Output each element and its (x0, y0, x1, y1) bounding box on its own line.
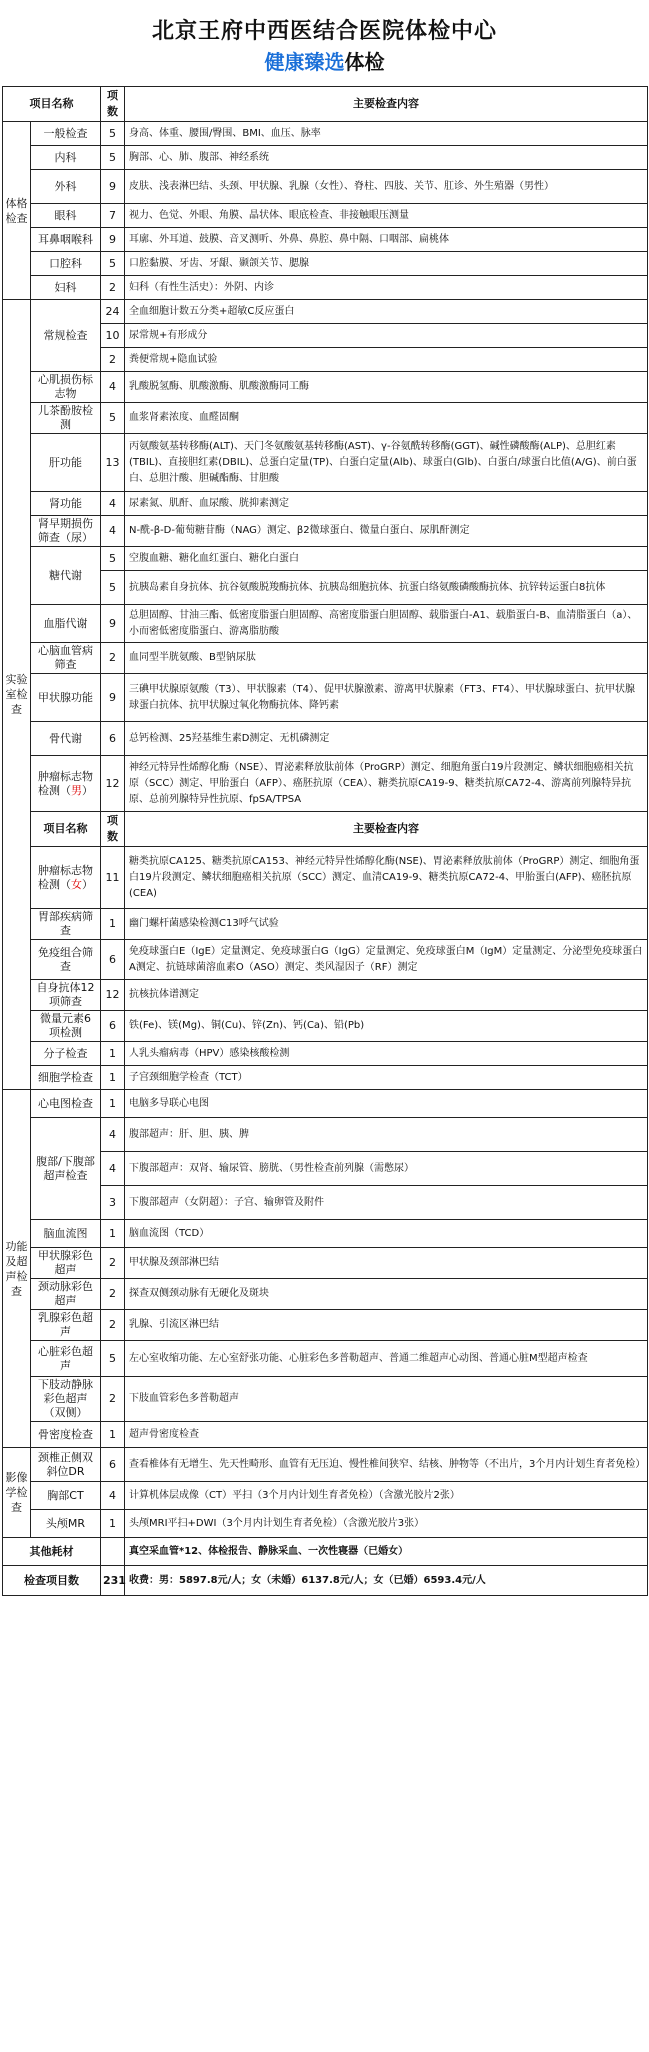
item-content: 胸部、心、肺、腹部、神经系统 (125, 146, 648, 170)
item-count: 5 (101, 571, 125, 605)
item-content: 乳腺、引流区淋巴结 (125, 1310, 648, 1341)
item-name: 眼科 (31, 204, 101, 228)
item-count: 13 (101, 434, 125, 492)
item-count: 5 (101, 547, 125, 571)
item-content: 计算机体层成像（CT）平扫（3个月内计划生育者免检）（含激光胶片2张） (125, 1482, 648, 1510)
item-count: 9 (101, 674, 125, 722)
item-content: 左心室收缩功能、左心室舒张功能、心脏彩色多普勒超声、普通二维超声心动图、普通心脏M型超声检查 (125, 1341, 648, 1377)
item-count: 12 (101, 980, 125, 1011)
table-row (3, 372, 648, 403)
table-row (3, 1248, 648, 1279)
item-count: 2 (101, 1279, 125, 1310)
item-name: 其他耗材 (3, 1538, 101, 1566)
total-label: 检查项目数 (3, 1566, 101, 1596)
table-row (3, 547, 648, 571)
item-content: 下腹部超声（女阴超）：子宫、输卵管及附件 (125, 1186, 648, 1220)
item-count: 5 (101, 252, 125, 276)
item-content: 子宫颈细胞学检查（TCT） (125, 1066, 648, 1090)
item-name: 骨代谢 (31, 722, 101, 756)
item-name: 儿茶酚胺检测 (31, 403, 101, 434)
item-count: 9 (101, 605, 125, 643)
table-row (3, 1011, 648, 1042)
item-count: 1 (101, 1090, 125, 1118)
item-count: 2 (101, 1248, 125, 1279)
item-name: 肾早期损伤筛查（尿） (31, 516, 101, 547)
item-count: 4 (101, 516, 125, 547)
table-row (3, 1341, 648, 1377)
item-content: 神经元特异性烯醇化酶（NSE）、胃泌素释放肽前体（ProGRP）测定、细胞角蛋白19片段测定、鳞状细胞癌相关抗原（SCC）测定、甲胎蛋白（AFP）、癌胚抗原（CEA）、糖类抗原CA19-9、糖类抗原CA72-4、游离前列腺特异抗原、总前列腺特异性抗原、fpSA/TPSA (125, 756, 648, 812)
item-name (31, 847, 101, 909)
page-header (0, 0, 649, 90)
item-content: 抗核抗体谱测定 (125, 980, 648, 1011)
item-count: 1 (101, 1510, 125, 1538)
item-count: 2 (101, 276, 125, 300)
item-content: 幽门螺杆菌感染检测C13呼气试验 (125, 909, 648, 940)
item-count: 10 (101, 324, 125, 348)
item-count: 1 (101, 1422, 125, 1448)
item-name: 骨密度检查 (31, 1422, 101, 1448)
item-content: 电脑多导联心电图 (125, 1090, 648, 1118)
column-header-content: 主要检查内容 (125, 87, 648, 122)
gender-label: 男 (71, 783, 82, 797)
table-row (3, 204, 648, 228)
table-row (3, 1482, 648, 1510)
table-row (3, 1310, 648, 1341)
table-row (3, 1090, 648, 1118)
item-content: 全血细胞计数五分类+超敏C反应蛋白 (125, 300, 648, 324)
item-name: 肾功能 (31, 492, 101, 516)
table-row (3, 403, 648, 434)
table-row (3, 1448, 648, 1482)
item-count: 4 (101, 372, 125, 403)
item-content: 头颅MRI平扫+DWI（3个月内计划生育者免检）（含激光胶片3张） (125, 1510, 648, 1538)
item-count: 9 (101, 170, 125, 204)
item-content: N-酰-β-D-葡萄糖苷酶（NAG）测定、β2微球蛋白、微量白蛋白、尿肌酐测定 (125, 516, 648, 547)
item-content: 超声骨密度检查 (125, 1422, 648, 1448)
tumor-label: 肿瘤标志物检测（ (38, 863, 93, 891)
table-row (3, 122, 648, 146)
item-count: 9 (101, 228, 125, 252)
item-content: 血浆肾素浓度、血醛固酮 (125, 403, 648, 434)
column-header-count: 项数 (101, 87, 125, 122)
item-content: 总胆固醇、甘油三酯、低密度脂蛋白胆固醇、高密度脂蛋白胆固醇、载脂蛋白-A1、载脂蛋白-B、血清脂蛋白（a）、小而密低密度脂蛋白、游离脂肪酸 (125, 605, 648, 643)
column-header-content: 主要检查内容 (125, 812, 648, 847)
item-name: 细胞学检查 (31, 1066, 101, 1090)
item-name: 血脂代谢 (31, 605, 101, 643)
table-row (3, 980, 648, 1011)
item-name: 心脑血管病筛查 (31, 643, 101, 674)
item-name: 胃部疾病筛查 (31, 909, 101, 940)
table-row (3, 252, 648, 276)
item-content: 探查双侧颈动脉有无硬化及斑块 (125, 1279, 648, 1310)
category-function: 功能及超声检查 (3, 1090, 31, 1448)
item-content: 耳廓、外耳道、鼓膜、音叉测听、外鼻、鼻腔、鼻中隔、口咽部、扁桃体 (125, 228, 648, 252)
item-count: 1 (101, 1066, 125, 1090)
item-name: 微量元素6项检测 (31, 1011, 101, 1042)
item-name: 甲状腺功能 (31, 674, 101, 722)
item-count: 6 (101, 940, 125, 980)
item-name: 外科 (31, 170, 101, 204)
table-row (3, 1279, 648, 1310)
item-content: 粪便常规+隐血试验 (125, 348, 648, 372)
table-row (3, 1220, 648, 1248)
item-content: 糖类抗原CA125、糖类抗原CA153、神经元特异性烯醇化酶(NSE)、胃泌素释放肽前体（ProGRP）测定、细胞角蛋白19片段测定、鳞状细胞癌相关抗原（SCC）测定、血清CA19-9、糖类抗原CA72-4、甲胎蛋白(AFP)、癌胚抗原(CEA) (125, 847, 648, 909)
item-name: 胸部CT (31, 1482, 101, 1510)
item-content: 人乳头瘤病毒（HPV）感染核酸检测 (125, 1042, 648, 1066)
item-name: 自身抗体12项筛查 (31, 980, 101, 1011)
item-content: 口腔黏膜、牙齿、牙龈、颞颌关节、腮腺 (125, 252, 648, 276)
column-header-name: 项目名称 (31, 812, 101, 847)
item-content: 抗胰岛素自身抗体、抗谷氨酸脱羧酶抗体、抗胰岛细胞抗体、抗蛋白络氨酸磷酸酶抗体、抗锌转运蛋白8抗体 (125, 571, 648, 605)
item-content: 尿常规+有形成分 (125, 324, 648, 348)
item-content: 视力、色觉、外眼、角膜、晶状体、眼底检查、非接触眼压测量 (125, 204, 648, 228)
table-row (3, 847, 648, 909)
table-row (3, 722, 648, 756)
page-subtitle (0, 46, 649, 75)
tumor-label: 肿瘤标志物检测（ (38, 769, 93, 797)
item-count: 2 (101, 348, 125, 372)
item-name: 颈椎正侧双斜位DR (31, 1448, 101, 1482)
total-row (3, 1566, 648, 1596)
item-count: 2 (101, 643, 125, 674)
exam-table (2, 86, 648, 1596)
item-count: 1 (101, 909, 125, 940)
table-row (3, 1118, 648, 1152)
table-row (3, 228, 648, 252)
item-content: 乳酸脱氢酶、肌酸激酶、肌酸激酶同工酶 (125, 372, 648, 403)
item-name: 一般检查 (31, 122, 101, 146)
item-name: 妇科 (31, 276, 101, 300)
column-header-name: 项目名称 (3, 87, 101, 122)
item-content: 真空采血管*12、体检报告、静脉采血、一次性寝器（已婚女） (125, 1538, 648, 1566)
item-content: 铁(Fe)、镁(Mg)、铜(Cu)、锌(Zn)、钙(Ca)、铅(Pb) (125, 1011, 648, 1042)
item-count: 3 (101, 1186, 125, 1220)
table-row (3, 940, 648, 980)
table-row (3, 909, 648, 940)
gender-label: 女 (71, 877, 82, 891)
item-content: 下腹部超声：双肾、输尿管、膀胱、（男性检查前列腺（需憋尿） (125, 1152, 648, 1186)
item-count: 4 (101, 1482, 125, 1510)
item-content: 皮肤、浅表淋巴结、头颈、甲状腺、乳腺（女性）、脊柱、四肢、关节、肛诊、外生殖器（男性） (125, 170, 648, 204)
table-row (3, 170, 648, 204)
header-row (3, 87, 648, 122)
header-row (3, 812, 648, 847)
item-name: 糖代谢 (31, 547, 101, 605)
subtitle-highlight: 健康臻选 (264, 50, 345, 74)
total-price: 收费：男：5897.8元/人；女（未婚）6137.8元/人；女（已婚）6593.4元/人 (125, 1566, 648, 1596)
item-name: 免疫组合筛查 (31, 940, 101, 980)
total-count: 231 (101, 1566, 125, 1596)
item-name: 甲状腺彩色超声 (31, 1248, 101, 1279)
item-count: 6 (101, 1011, 125, 1042)
item-name: 常规检查 (31, 300, 101, 372)
item-name: 口腔科 (31, 252, 101, 276)
item-count: 1 (101, 1042, 125, 1066)
item-name: 分子检查 (31, 1042, 101, 1066)
item-content: 身高、体重、腰围/臀围、BMI、血压、脉率 (125, 122, 648, 146)
item-content: 下肢血管彩色多普勒超声 (125, 1377, 648, 1422)
table-row (3, 643, 648, 674)
table-row (3, 605, 648, 643)
item-name: 脑血流图 (31, 1220, 101, 1248)
item-count: 1 (101, 1220, 125, 1248)
item-count (101, 1538, 125, 1566)
item-count: 5 (101, 1341, 125, 1377)
item-count: 6 (101, 1448, 125, 1482)
consumables-row (3, 1538, 648, 1566)
table-row (3, 1042, 648, 1066)
item-count: 7 (101, 204, 125, 228)
item-content: 血同型半胱氨酸、B型钠尿肽 (125, 643, 648, 674)
column-header-count: 项数 (101, 812, 125, 847)
item-name (31, 756, 101, 812)
table-row (3, 300, 648, 324)
item-count: 5 (101, 146, 125, 170)
item-content: 总钙检测、25羟基维生素D测定、无机磷测定 (125, 722, 648, 756)
item-name: 肝功能 (31, 434, 101, 492)
item-count: 5 (101, 122, 125, 146)
item-content: 妇科（有性生活史）：外阴、内诊 (125, 276, 648, 300)
category-physical: 体格检查 (3, 122, 31, 300)
item-content: 甲状腺及颈部淋巴结 (125, 1248, 648, 1279)
table-row (3, 434, 648, 492)
table-row (3, 1066, 648, 1090)
item-content: 丙氨酸氨基转移酶(ALT)、天门冬氨酸氨基转移酶(AST)、γ-谷氨酰转移酶(GGT)、碱性磷酸酶(ALP)、总胆红素(TBIL)、直接胆红素(DBIL)、总蛋白定量(TP)、白蛋白定量(Alb)、球蛋白(Glb)、白蛋白/球蛋白比值(A/G)、前白蛋白、总胆汁酸、胆碱酯酶、甘胆酸 (125, 434, 648, 492)
item-count: 12 (101, 756, 125, 812)
item-name: 颈动脉彩色超声 (31, 1279, 101, 1310)
tumor-label-end: ） (82, 783, 93, 797)
item-count: 2 (101, 1310, 125, 1341)
table-row (3, 1377, 648, 1422)
item-count: 2 (101, 1377, 125, 1422)
item-count: 4 (101, 1152, 125, 1186)
category-lab: 实验室检查 (3, 300, 31, 1090)
item-name: 心电图检查 (31, 1090, 101, 1118)
item-name: 内科 (31, 146, 101, 170)
item-count: 24 (101, 300, 125, 324)
item-count: 5 (101, 403, 125, 434)
table-row (3, 516, 648, 547)
subtitle-suffix: 体检 (344, 50, 385, 74)
table-row (3, 756, 648, 812)
item-count: 6 (101, 722, 125, 756)
table-row (3, 1510, 648, 1538)
table-row (3, 492, 648, 516)
item-name: 头颅MR (31, 1510, 101, 1538)
table-row (3, 146, 648, 170)
page-title: 北京王府中西医结合医院体检中心 (151, 19, 497, 44)
item-name: 耳鼻咽喉科 (31, 228, 101, 252)
item-content: 三碘甲状腺原氨酸（T3）、甲状腺素（T4）、促甲状腺激素、游离甲状腺素（FT3、FT4）、甲状腺球蛋白、抗甲状腺球蛋白抗体、抗甲状腺过氧化物酶抗体、降钙素 (125, 674, 648, 722)
item-name: 乳腺彩色超声 (31, 1310, 101, 1341)
item-name: 心脏彩色超声 (31, 1341, 101, 1377)
item-count: 4 (101, 492, 125, 516)
item-content: 查看椎体有无增生、先天性畸形、血管有无压迫、慢性椎间狭窄、结核、肿物等（不出片，3个月内计划生育者免检） (125, 1448, 648, 1482)
table-row (3, 674, 648, 722)
table-row (3, 276, 648, 300)
item-name: 心肌损伤标志物 (31, 372, 101, 403)
item-content: 免疫球蛋白E（IgE）定量测定、免疫球蛋白G（IgG）定量测定、免疫球蛋白M（IgM）定量测定、分泌型免疫球蛋白A测定、抗链球菌溶血素O（ASO）测定、类风湿因子（RF）测定 (125, 940, 648, 980)
table-row (3, 1422, 648, 1448)
item-content: 脑血流图（TCD） (125, 1220, 648, 1248)
category-imaging: 影像学检查 (3, 1448, 31, 1538)
tumor-label-end: ） (82, 877, 93, 891)
item-count: 4 (101, 1118, 125, 1152)
item-content: 尿素氮、肌酐、血尿酸、胱抑素测定 (125, 492, 648, 516)
item-name: 腹部/下腹部超声检查 (31, 1118, 101, 1220)
item-content: 腹部超声：肝、胆、胰、脾 (125, 1118, 648, 1152)
item-name: 下肢动静脉彩色超声（双侧） (31, 1377, 101, 1422)
item-count: 11 (101, 847, 125, 909)
item-content: 空腹血糖、糖化血红蛋白、糖化白蛋白 (125, 547, 648, 571)
